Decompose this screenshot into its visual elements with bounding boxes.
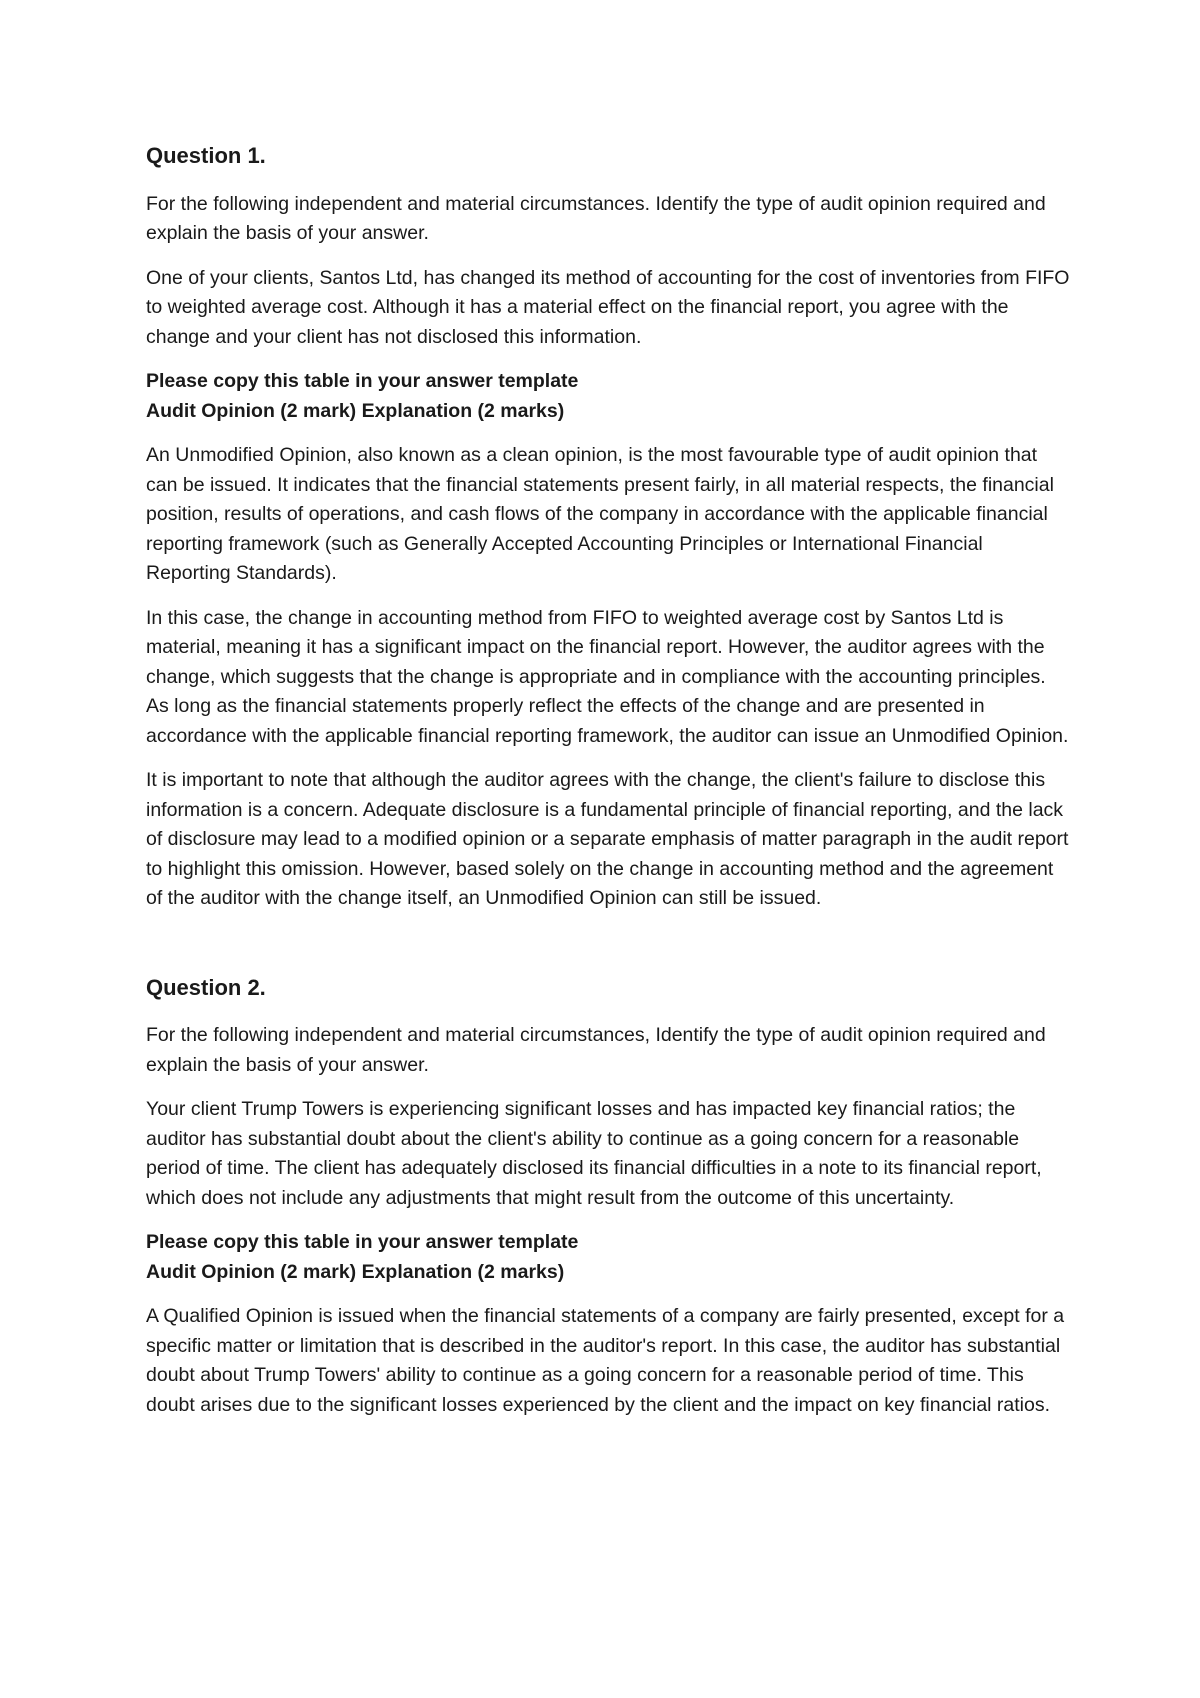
question-1-scenario: One of your clients, Santos Ltd, has changed its method of accounting for the cost of inventories from FIFO to weighted average cost. Although it has a material effect on the financial report, you agree with the change and your client has not disclosed this information. [146, 266, 1070, 348]
document-content [146, 142, 1071, 1435]
question-1-heading: Question 1. [146, 143, 266, 168]
question-1-answer-paragraph: In this case, the change in accounting method from FIFO to weighted average cost by Santos Ltd is material, meaning it has a significant impact on the financial report. However, the auditor agrees with the change, which suggests that the change is appropriate and in compliance with the accounting principles. As long as the financial statements properly reflect the effects of the change and are presented in accordance with the applicable financial reporting framework, the auditor can issue an Unmodified Opinion. [146, 606, 1069, 747]
question-2-table-header: Audit Opinion (2 mark) Explanation (2 marks) [146, 1260, 565, 1283]
question-2-instruction: Please copy this table in your answer template [146, 1231, 579, 1253]
question-1-table-instructions [146, 367, 1071, 426]
question-2-scenario: Your client Trump Towers is experiencing significant losses and has impacted key financial ratios; the auditor has substantial doubt about the client's ability to continue as a going concern for a reasonable period of time. The client has adequately disclosed its financial difficulties in a note to its financial report, which does not include any adjustments that might result from the outcome of this uncertainty. [146, 1098, 1042, 1209]
question-2-prompt: For the following independent and material circumstances, Identify the type of audit opinion required and explain the basis of your answer. [146, 1024, 1046, 1076]
question-1-table-header: Audit Opinion (2 mark) Explanation (2 marks) [146, 399, 565, 422]
section-spacer [146, 929, 1071, 974]
question-2-section [146, 974, 1071, 1421]
question-1-prompt: For the following independent and material circumstances. Identify the type of audit opinion required and explain the basis of your answer. [146, 192, 1046, 244]
question-1-answer-paragraph: An Unmodified Opinion, also known as a clean opinion, is the most favourable type of audit opinion that can be issued. It indicates that the financial statements present fairly, in all material respects, the financial position, results of operations, and cash flows of the company in accordance with the applicable financial reporting framework (such as Generally Accepted Accounting Principles or International Financial Reporting Standards). [146, 444, 1054, 584]
question-2-table-instructions [146, 1228, 1071, 1287]
question-1-instruction: Please copy this table in your answer template [146, 370, 579, 392]
question-2-answer-paragraph: A Qualified Opinion is issued when the financial statements of a company are fairly presented, except for a specific matter or limitation that is described in the auditor's report. In this case, the auditor has substantial doubt about Trump Towers' ability to continue as a going concern for a reasonable period of time. This doubt arises due to the significant losses experienced by the client and the impact on key financial ratios. [146, 1305, 1065, 1416]
question-2-heading: Question 2. [146, 974, 266, 1000]
question-1-section [146, 142, 1071, 914]
question-1-answer-paragraph: It is important to note that although the auditor agrees with the change, the client's failure to disclose this information is a concern. Adequate disclosure is a fundamental principle of financial reporting, and the lack of disclosure may lead to a modified opinion or a separate emphasis of matter paragraph in the audit report to highlight this omission. However, based solely on the change in accounting method and the agreement of the auditor with the change itself, an Unmodified Opinion can still be issued. [146, 769, 1069, 909]
